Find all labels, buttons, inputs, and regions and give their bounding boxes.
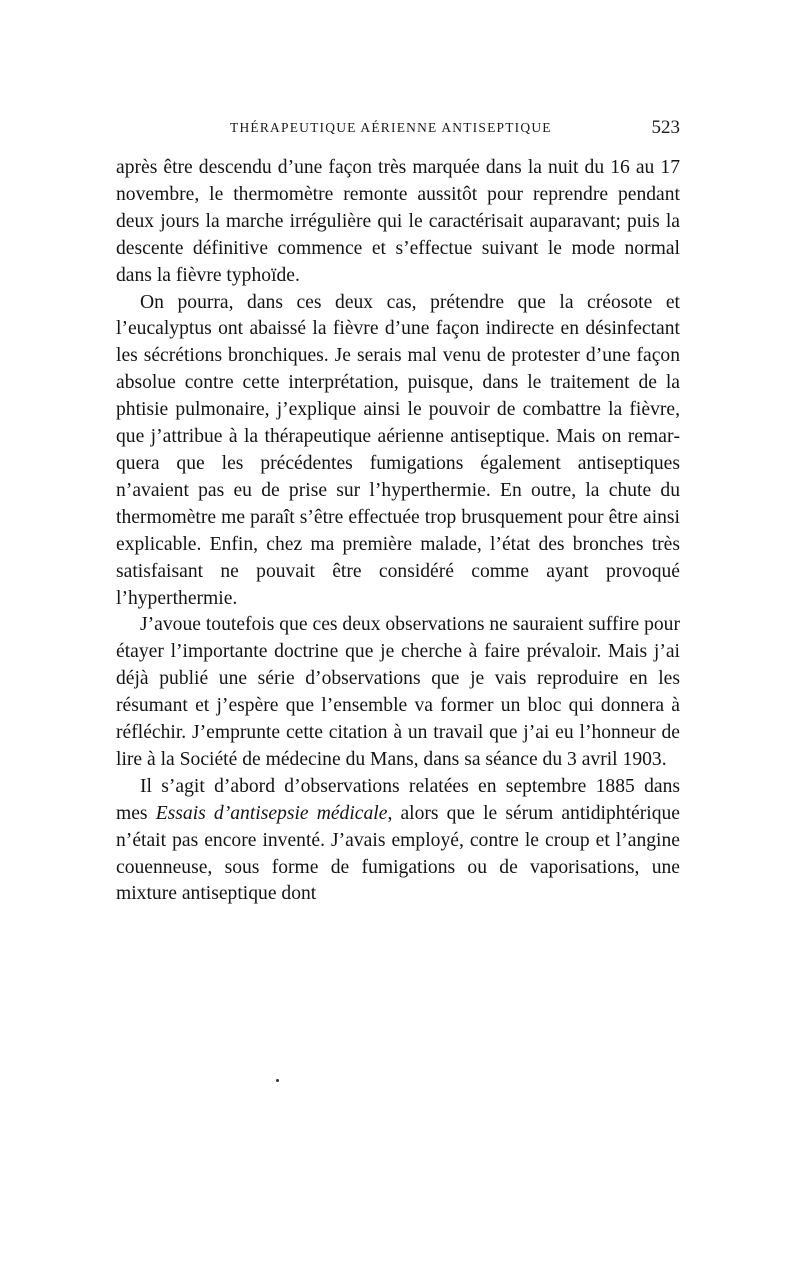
cited-book-title: Essais d’antisepsie médicale [155, 802, 388, 824]
print-speck [276, 1079, 279, 1082]
paragraph-2: On pourra, dans ces deux cas, prétendre que la créosote et l’eucalyptus ont abaissé la fièvre d’une façon indirecte en désinfectant les sécrétions bronchiques. Je serais mal venu de protester d’une façon absolue contre cette interprétation, puisque, dans le traitement de la phtisie pulmonaire, j’explique ainsi le pouvoir de combattre la fièvre, que j’attribue à la thérapeutique aérienne antiseptique. Mais on remarquera que les précédentes fumigations également antiseptiques n’avaient pas eu de prise sur l’hyperthermie. En outre, la chute du thermomètre me paraît s’être effectuée trop brusquement pour être ainsi explicable. Enfin, chez ma première malade, l’état des bronches très satisfaisant ne pouvait être considéré comme ayant provoqué l’hyperthermie. [116, 291, 680, 609]
paragraph-1: après être descendu d’une façon très marquée dans la nuit du 16 au 17 novembre, le thermomètre remonte aussitôt pour reprendre pendant deux jours la marche irrégulière qui le caractérisait auparavant; puis la descente définitive commence et s’effectue suivant le mode normal dans la fièvre typhoïde. [116, 157, 680, 286]
paragraph-4-text-before: Il s’agit d’abord d’observations relatées en septembre 1885 dans mes [116, 775, 680, 824]
paragraph-3: J’avoue toutefois que ces deux observations ne sauraient suffire pour étayer l’importante doctrine que je cherche à faire prévaloir. Mais j’ai déjà publié une série d’observations que je vais reproduire en les résumant et j’espère que l’ensemble va former un bloc qui donnera à réfléchir. J’emprunte cette citation à un travail que j’ai eu l’honneur de lire à la Société de médecine du Mans, dans sa séance du 3 avril 1903. [116, 614, 680, 770]
running-title: THÉRAPEUTIQUE AÉRIENNE ANTISEPTIQUE [230, 120, 552, 135]
paragraph-4-text-after: , alors que le sérum antidiphtérique n’était pas encore inventé. J’avais employé, contre le croup et l’angine couenneuse, sous forme de fumigations ou de vaporisations, une mixture antiseptique dont [116, 802, 680, 905]
body-text [116, 155, 680, 908]
page-number: 523 [651, 117, 680, 138]
running-header [116, 117, 680, 140]
paragraph-4 [116, 774, 680, 909]
